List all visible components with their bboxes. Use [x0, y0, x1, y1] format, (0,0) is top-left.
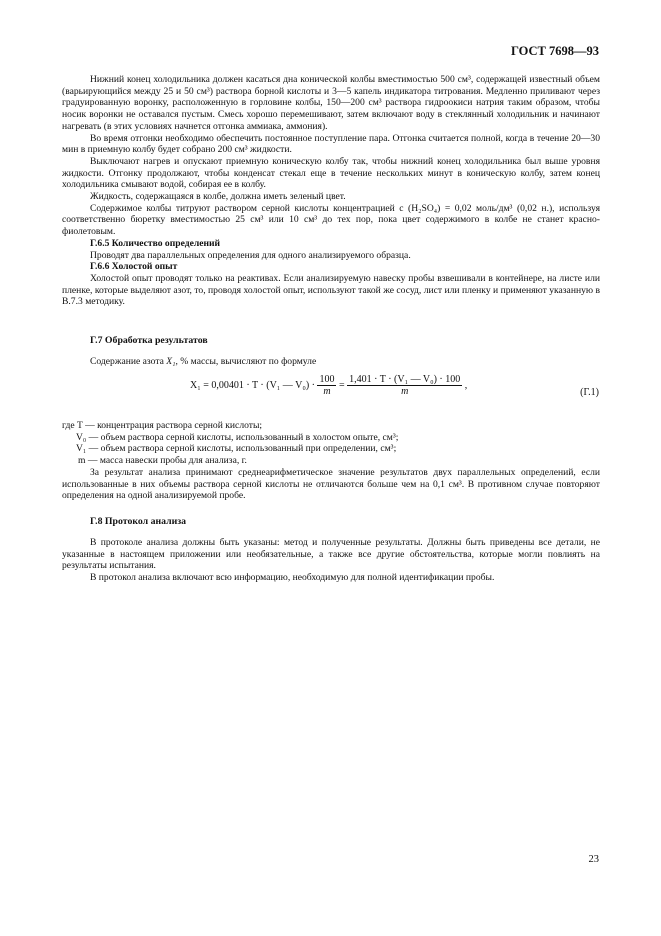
- paragraph: Холостой опыт проводят только на реактивах. Если анализируемую навеску пробы взвешивали в контейнере, на листе или пленке, которые выделяют азот, то, проводя холостой опыт, используют такой же сосуд, лист или пленку и применяют указанную в В.7.3 методику.: [62, 272, 600, 308]
- page-number: 23: [588, 854, 599, 865]
- paragraph: Содержимое колбы титруют раствором серной кислоты концентрацией c (H₂SO₄) = 0,02 моль/дм³ (0,02 н.), используя соответственно бюретку вместимостью 25 см³ или 10 см³ до тех пор, пока цвет содержимого в колбе не станет красно-фиолетовым.: [62, 202, 600, 238]
- paragraph: За результат анализа принимают среднеарифметическое значение результатов двух параллельных определений, если использованные в них объемы раствора серной кислоты не отличаются больше чем на 0,1 см³. В противном случае повторяют определения на одной анализируемой пробе.: [62, 466, 600, 502]
- paragraph: Проводят два параллельных определения для одного анализируемого образца.: [90, 249, 411, 261]
- fraction-1: [317, 374, 336, 397]
- variable-x1: X₁: [166, 356, 176, 367]
- paragraph: Жидкость, содержащаяся в колбе, должна иметь зеленый цвет.: [90, 191, 346, 203]
- fraction-denominator: m: [323, 386, 331, 397]
- paragraph: В протоколе анализа должны быть указаны: метод и полученные результаты. Должны быть приведены все детали, не указанные в настоящем приложении или необязательные, а также все другие обстоятельства, которые могли повлиять на результаты испытания.: [62, 537, 600, 572]
- intro-text-end: , % массы, вычисляют по формуле: [175, 356, 317, 367]
- g7-legend: [62, 420, 600, 502]
- section-title-g8: Г.8 Протокол анализа: [90, 516, 187, 527]
- legend-v0: V₀ — объем раствора серной кислоты, использованный в холостом опыте, см³;: [76, 431, 399, 443]
- legend-m: m — масса навески пробы для анализа, г.: [78, 455, 247, 467]
- section-title-g7: Г.7 Обработка результатов: [90, 335, 208, 346]
- paragraph: Нижний конец холодильника должен касаться дна конической колбы вместимостью 500 см³, содержащей известный объем (варьирующийся между 25 и 50 см³) раствора борной кислоты и 3—5 капель индикатора титрования. Медленно приливают через градуированную воронку, расположенную в горловине колбы, 150—200 см³ раствора гидроокиси натрия таким образом, чтобы носик воронки не оставался пустым. Смесь хорошо перемешивают, затем включают воду в стеклянный холодильник и начинают нагревать (в этих условиях начнется отгонка аммиака, аммония).: [62, 74, 600, 132]
- fraction-numerator: 100: [319, 374, 335, 385]
- fraction-2: [347, 374, 462, 397]
- formula-g1: X₁ = 0,00401 · T · (V₁ — V₀) · $\frac{100}{m}$ = $\frac{\text{1,401 · T · (V₁ — V₀) · 100}}{m}$ ,: [190, 374, 468, 397]
- subsection-title-g65: Г.6.5 Количество определений: [90, 237, 221, 249]
- document-header: ГОСТ 7698—93: [510, 44, 599, 58]
- g8-body: [62, 537, 600, 584]
- section-g6-continuation: [62, 74, 600, 308]
- paragraph: В протокол анализа включают всю информацию, необходимую для полной идентификации пробы.: [90, 572, 495, 584]
- formula-number: (Г.1): [580, 387, 599, 398]
- legend-where: где T — концентрация раствора серной кислоты;: [62, 420, 263, 431]
- fraction-numerator: 1,401 · T · (V₁ — V₀) · 100: [349, 374, 461, 385]
- subsection-title-g66: Г.6.6 Холостой опыт: [90, 261, 178, 273]
- paragraph: Во время отгонки необходимо обеспечить постоянное поступление пара. Отгонка считается полной, когда в течение 20—30 мин в приемную колбу будет собрано 200 см³ жидкости.: [62, 132, 600, 156]
- paragraph: Выключают нагрев и опускают приемную коническую колбу так, чтобы нижний конец холодильника был выше уровня жидкости. Отгонку продолжают, чтобы конденсат стекал еще в течение нескольких минут в коническую колбу, затем конец холодильника смывают водой, собирая ее в колбу.: [62, 155, 600, 191]
- g7-intro: [62, 356, 600, 368]
- legend-v1: V₁ — объем раствора серной кислоты, использованный при определении, см³;: [76, 443, 397, 455]
- intro-text: Содержание азота: [90, 356, 167, 367]
- formula-lhs: X₁ = 0,00401 · T · (V₁ — V₀) ·: [190, 380, 315, 391]
- fraction-denominator: m: [401, 386, 409, 397]
